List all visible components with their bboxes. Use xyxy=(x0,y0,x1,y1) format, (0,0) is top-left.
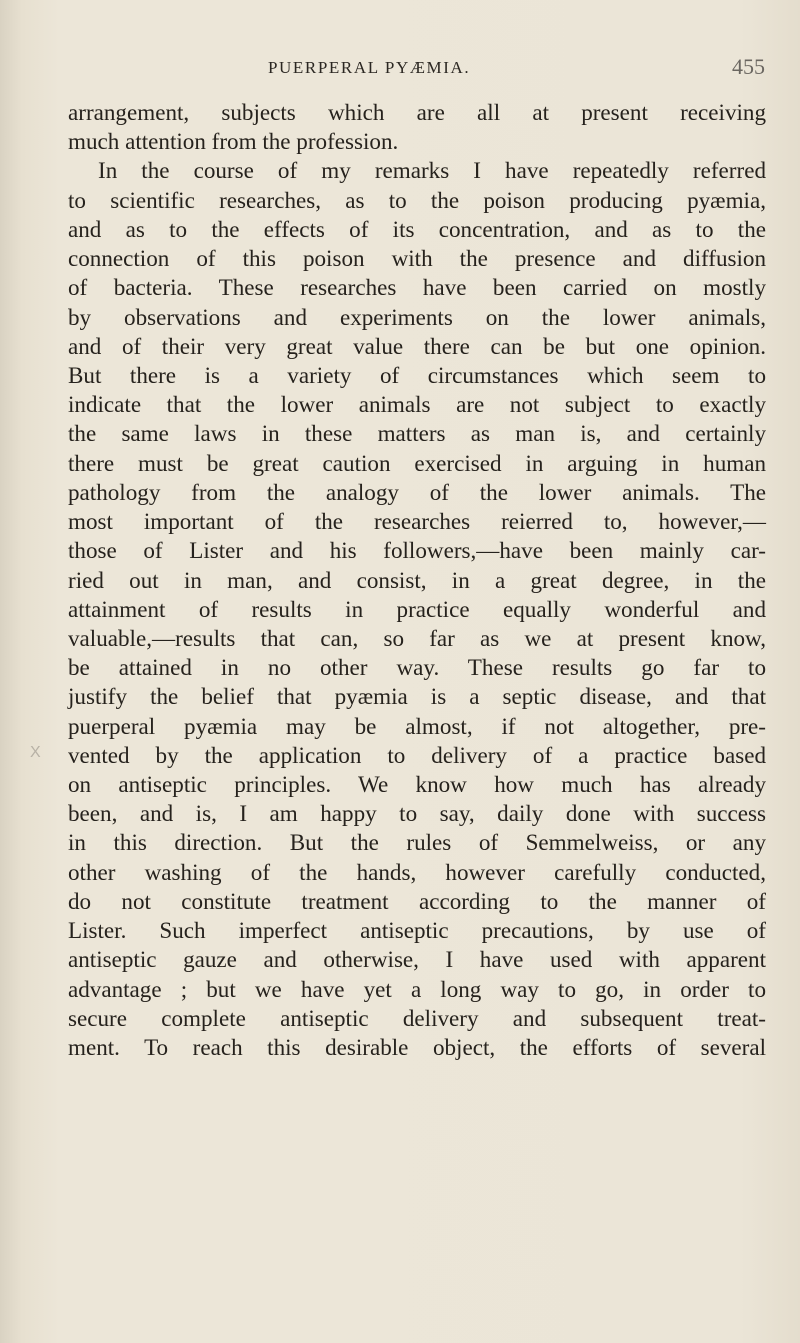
text-line: pathology from the analogy of the lower animals. The xyxy=(68,478,766,505)
text-line: do not constitute treatment according to the manner of xyxy=(68,887,766,914)
text-line: vented by the application to delivery of a practice based xyxy=(68,741,766,768)
text-line: Lister. Such imperfect antiseptic precautions, by use of xyxy=(68,917,766,944)
text-line: indicate that the lower animals are not subject to exactly xyxy=(68,391,766,418)
text-line: secure complete antiseptic delivery and subsequent treat- xyxy=(68,1004,766,1031)
text-line: puerperal pyæmia may be almost, if not altogether, pre- xyxy=(68,712,766,739)
text-line: justify the belief that pyæmia is a septic disease, and that xyxy=(68,683,766,710)
text-line: valuable,—results that can, so far as we at present know, xyxy=(68,624,766,651)
text-line: the same laws in these matters as man is, and certainly xyxy=(68,420,766,447)
margin-annotation-mark: X xyxy=(30,744,41,761)
text-line: attainment of results in practice equally wonderful and xyxy=(68,595,766,622)
text-line: be attained in no other way. These results go far to xyxy=(68,654,766,681)
text-line: on antiseptic principles. We know how much has already xyxy=(68,771,766,798)
body-text xyxy=(68,98,766,1062)
text-line: and as to the effects of its concentration, and as to the xyxy=(68,215,766,242)
text-line: connection of this poison with the presence and diffusion xyxy=(68,245,766,272)
text-line: ment. To reach this desirable object, the efforts of several xyxy=(68,1034,766,1060)
running-head: PUERPERAL PYÆMIA. xyxy=(268,58,471,77)
page-header xyxy=(0,52,800,82)
text-line: In the course of my remarks I have repeatedly referred xyxy=(98,157,766,184)
text-line: those of Lister and his followers,—have been mainly car- xyxy=(68,537,766,564)
text-line: antiseptic gauze and otherwise, I have used with apparent xyxy=(68,946,766,973)
text-line: much attention from the profession. xyxy=(68,128,399,155)
text-line: in this direction. But the rules of Semmelweiss, or any xyxy=(68,829,766,856)
text-line: there must be great caution exercised in arguing in human xyxy=(68,449,766,476)
text-line: and of their very great value there can be but one opinion. xyxy=(68,332,766,359)
text-line: by observations and experiments on the lower animals, xyxy=(68,303,766,330)
page-number: 455 xyxy=(732,54,765,79)
text-line: been, and is, I am happy to say, daily done with success xyxy=(68,800,766,827)
text-line: arrangement, subjects which are all at present receiving xyxy=(68,99,766,125)
text-line: advantage ; but we have yet a long way to go, in order to xyxy=(68,975,766,1002)
text-line: other washing of the hands, however carefully conducted, xyxy=(68,858,766,885)
text-line: most important of the researches reierred to, however,— xyxy=(68,508,766,535)
text-line: to scientific researches, as to the poison producing pyæmia, xyxy=(68,186,766,213)
text-line: of bacteria. These researches have been carried on mostly xyxy=(68,274,766,301)
text-line: ried out in man, and consist, in a great degree, in the xyxy=(68,566,766,593)
text-line: But there is a variety of circumstances which seem to xyxy=(68,361,766,388)
